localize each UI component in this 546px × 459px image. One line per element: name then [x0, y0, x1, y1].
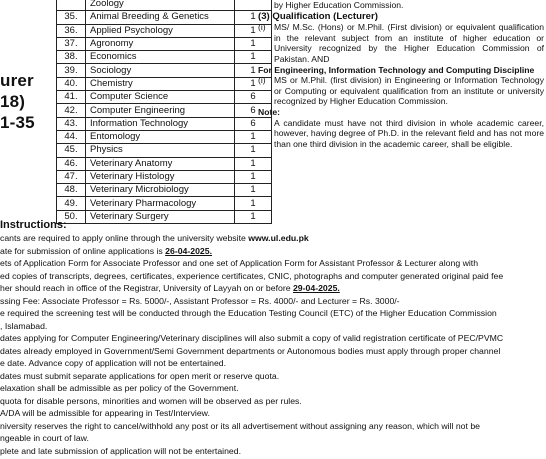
left-label: 1-35 — [0, 113, 35, 132]
instruction-line — [0, 407, 546, 420]
instruction-text: elaxation shall be admissible as per policy of the Government. — [0, 383, 239, 393]
post-count: 1 — [235, 51, 272, 64]
instruction-text: niversity reserves the right to cancel/withhold any post or its all advertisement without assigning any reason, which will not be — [0, 420, 480, 431]
post-number: 35. — [57, 11, 86, 24]
post-number: 49. — [57, 197, 86, 210]
post-count: 1 — [235, 130, 272, 143]
instruction-line — [0, 282, 546, 295]
instruction-line — [0, 320, 546, 333]
table-row — [57, 170, 272, 183]
post-discipline: Veterinary Surgery — [86, 210, 235, 223]
instruction-text: her should reach in office of the Registrar, University of Layyah on or before — [0, 283, 293, 293]
instruction-text: ets of Application Form for Associate Professor and one set of Application Form for Assistant Professor & Lecturer along with — [0, 258, 479, 268]
post-discipline: Chemistry — [86, 77, 235, 90]
instruction-text: ngeable in court of law. — [0, 433, 89, 443]
instruction-line — [0, 345, 546, 358]
qualification-item — [258, 22, 544, 64]
instruction-line — [0, 445, 546, 458]
item-text: MS or M.Phil. (first division) in Engineering or Information Technology or Computing or equivalent qualification from an institute or university recognized by Higher Education Commission. — [274, 75, 544, 107]
post-discipline: Entomology — [86, 130, 235, 143]
instruction-line — [0, 370, 546, 383]
post-number: 46. — [57, 157, 86, 170]
post-number: 41. — [57, 91, 86, 104]
instruction-text: dates must submit separate applications for open merit or reserve quota. — [0, 370, 280, 381]
instruction-line — [0, 332, 546, 345]
instruction-text: dates applying for Computer Engineering/Veterinary disciplines will also submit a copy of valid registration certificate of PEC/PVMC — [0, 333, 504, 343]
instruction-line — [0, 257, 546, 270]
instructions-section — [0, 218, 546, 457]
table-row — [57, 144, 272, 157]
instruction-line — [0, 307, 546, 320]
post-discipline: Veterinary Anatomy — [86, 157, 235, 170]
post-number: 43. — [57, 117, 86, 130]
post-count: 1 — [235, 11, 272, 24]
post-discipline: Computer Engineering — [86, 104, 235, 117]
instruction-text: cants are required to apply online through the university website — [0, 233, 249, 243]
item-text: MS/ M.Sc. (Hons) or M.Phil. (First division) or equivalent qualification in the relevant subject from an institute of higher education or University recognized by the Higher Education Commission of Pakistan. AND — [274, 22, 544, 64]
post-discipline: Computer Science — [86, 91, 235, 104]
post-number: 45. — [57, 144, 86, 157]
table-row — [57, 104, 272, 117]
instruction-line — [0, 432, 546, 445]
post-number: 44. — [57, 130, 86, 143]
instruction-text: ssing Fee: Associate Professor = Rs. 5000/-, Assistant Professor = Rs. 4000/- and Lecturer = Rs. 3000/- — [0, 295, 400, 306]
post-discipline: Economics — [86, 51, 235, 64]
post-count: 1 — [235, 197, 272, 210]
post-discipline: Zoology — [86, 0, 235, 11]
left-label: urer — [0, 71, 34, 90]
table-row — [57, 64, 272, 77]
post-count: 1 — [235, 37, 272, 50]
post-discipline: Applied Psychology — [86, 24, 235, 37]
post-number: 48. — [57, 184, 86, 197]
item-tag: (i) — [258, 22, 266, 33]
engineering-item — [258, 75, 544, 107]
post-count: 1 — [235, 170, 272, 183]
instructions-title: Instructions: — [0, 219, 67, 231]
post-number: 40. — [57, 77, 86, 90]
instruction-highlight: 26-04-2025. — [165, 245, 213, 256]
table-row — [57, 184, 272, 197]
table-row — [57, 157, 272, 170]
instruction-text: ed copies of transcripts, degrees, certificates, experience certificates, CNIC, photographs and computer generated original paid fee — [0, 270, 504, 281]
post-number: 47. — [57, 170, 86, 183]
instruction-line — [0, 245, 546, 258]
table-row — [57, 91, 272, 104]
table-row — [57, 0, 272, 11]
instruction-line — [0, 420, 546, 433]
post-number: 36. — [57, 24, 86, 37]
post-count: 6 — [235, 104, 272, 117]
table-row — [57, 77, 272, 90]
table-row — [57, 197, 272, 210]
post-number: 38. — [57, 51, 86, 64]
post-discipline: Sociology — [86, 64, 235, 77]
qualification-continued-text: by Higher Education Commission. — [274, 0, 404, 10]
post-number — [57, 0, 86, 11]
post-count: 1 — [235, 144, 272, 157]
post-discipline: Physics — [86, 144, 235, 157]
instruction-line — [0, 232, 546, 245]
table-row — [57, 117, 272, 130]
post-count: 6 — [235, 117, 272, 130]
instruction-text: dates already employed in Government/Semi Government departments or Autonomous bodies must apply through proper channel — [0, 345, 501, 356]
table-row — [57, 24, 272, 37]
posts-table — [56, 0, 272, 224]
instruction-line — [0, 395, 546, 408]
post-number: 37. — [57, 37, 86, 50]
instruction-highlight: 29-04-2025. — [292, 283, 340, 293]
post-count: 1 — [235, 24, 272, 37]
instruction-line — [0, 357, 546, 370]
post-discipline: Veterinary Pharmacology — [86, 197, 235, 210]
left-label: 18) — [0, 92, 26, 111]
instruction-text: e date. Advance copy of application will not be entertained. — [0, 358, 227, 368]
instructions-list — [0, 232, 546, 457]
post-count: 1 — [235, 210, 272, 223]
note-label: Note: — [258, 106, 280, 117]
instruction-text: ate for submission of online applications is — [0, 245, 166, 256]
instruction-text: plete and late submission of application will not be entertained. — [0, 445, 241, 456]
post-count: 1 — [235, 184, 272, 197]
post-discipline: Agronomy — [86, 37, 235, 50]
qualification-section — [258, 0, 544, 149]
post-count: 1 — [235, 77, 272, 90]
table-row — [57, 37, 272, 50]
post-discipline: Information Technology — [86, 117, 235, 130]
post-number: 50. — [57, 210, 86, 223]
instruction-line — [0, 295, 546, 308]
instruction-text: A/DA will be admissible for appearing in Test/Interview. — [0, 408, 210, 418]
left-margin-labels — [0, 70, 60, 133]
post-discipline: Veterinary Histology — [86, 170, 235, 183]
instruction-text: quota for disable persons, minorities and women will be observed as per rules. — [0, 395, 302, 406]
post-number: 42. — [57, 104, 86, 117]
table-row — [57, 11, 272, 24]
instruction-line — [0, 270, 546, 283]
note-text: A candidate must have not third division in whole academic career, however, having degree of Ph.D. in the relevant field and has not more than one third division in the academic career, shall be eligible. — [274, 117, 544, 149]
post-discipline: Animal Breeding & Genetics — [86, 11, 235, 24]
post-number: 39. — [57, 64, 86, 77]
qualification-heading: (3) Qualification (Lecturer) — [258, 10, 378, 22]
table-row — [57, 51, 272, 64]
post-count: 1 — [235, 157, 272, 170]
table-row — [57, 130, 272, 143]
post-discipline: Veterinary Microbiology — [86, 184, 235, 197]
post-count: 6 — [235, 91, 272, 104]
item-tag: (i) — [258, 75, 266, 86]
instruction-text: e required the screening test will be conducted through the Education Testing Council (ETC) of the Higher Education Commission — [0, 308, 497, 318]
instruction-text: , Islamabad. — [0, 320, 48, 331]
post-count: 1 — [235, 64, 272, 77]
instruction-line — [0, 382, 546, 395]
instruction-highlight: www.ul.edu.pk — [248, 233, 309, 243]
engineering-heading: For Engineering, Information Technology and Computing Discipline — [258, 64, 535, 75]
